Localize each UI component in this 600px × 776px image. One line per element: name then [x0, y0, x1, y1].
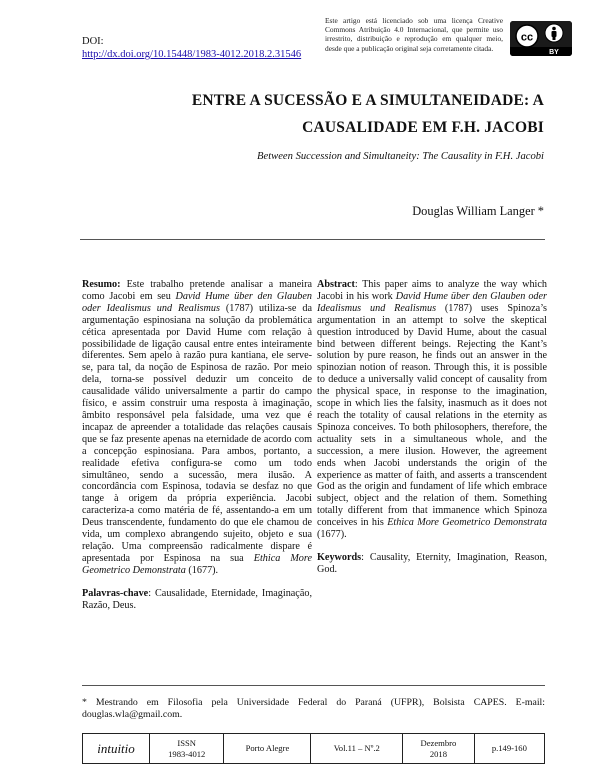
resumo-work-title-1: David Hume über den Glauben oder Idealismus und Realismus: [82, 290, 312, 314]
volume-cell: Vol.11 – Nº.2: [311, 734, 403, 764]
issn-value: 1983-4012: [168, 748, 206, 759]
article-title-line-2: CAUSALIDADE EM F.H. JACOBI: [302, 119, 544, 136]
month-value: Dezembro: [420, 737, 457, 748]
license-notice: Este artigo está licenciado sob uma licença Creative Commons Atribuição 4.0 Internacional, que permite uso irrestrito, distribuição e reprodução em qualquer meio, desde que a publicação original seja corretamente citada.: [325, 16, 503, 53]
issn-label: ISSN: [177, 737, 197, 748]
journal-brand: intuitio: [83, 734, 150, 764]
doi-link[interactable]: http://dx.doi.org/10.15448/1983-4012.2018.2.31546: [82, 49, 302, 60]
resumo-column: [82, 279, 312, 611]
by-label: BY: [549, 49, 559, 56]
cc-by-badge[interactable]: [510, 21, 572, 56]
abstract-label: Abstract: [317, 279, 355, 290]
doi-label: DOI:: [82, 36, 104, 47]
resumo-label: Resumo:: [82, 279, 121, 290]
footnote-divider: [82, 685, 545, 686]
author-name: Douglas William Langer *: [412, 204, 544, 218]
abstract-column: [317, 279, 547, 576]
resumo-work-title-2: Ethica More Geometrico Demonstrata: [82, 552, 313, 576]
abstract-text-3: (1677).: [317, 529, 347, 541]
header-divider: [80, 239, 545, 240]
abstract-text-2: (1787) uses Spinoza’s argumentation in an attempt to solve the skeptical question introduced by David Hume, about the casual bind between different beings. Rejecting the Kant’s solution by pure reason, he finds out an answer in the spinozian notion of reason. Through this, it is possible to deduce a universally valid concept of causality from the physical space, in response to the imagination, scope in which lies the falsity, inasmuch as it does not reach the totality of causal relations in the eternity as Spinoza conceives. To both philosophers, therefore, the actuality sets in a simultaneous whole, and the succession, a mere ilusion. However, the agreement ends when Jacobi understands the origin of the experience as matter of faith, and asserts a transcendent God as the origin and fundament of life which embrace subject, object and the relation of them. Something totally different from that immanence which Spinoza conceives in his: [317, 302, 547, 529]
palavras-chave-label: Palavras-chave: [82, 587, 149, 599]
issn-cell: [150, 734, 224, 764]
cc-logo-icon: [516, 25, 538, 47]
keywords: [317, 552, 547, 576]
abstract-paragraph: [317, 279, 547, 541]
year-value: 2018: [429, 748, 447, 759]
date-cell: [403, 734, 475, 764]
author-footnote: * Mestrando em Filosofia pela Universidade Federal do Paraná (UFPR), Bolsista CAPES. E-mail: douglas.wla@gmail.com.: [82, 697, 545, 720]
keywords-label: Keywords: [317, 551, 362, 563]
abstract-text-1: : This paper aims to analyze the way which Jacobi in his work: [317, 279, 547, 302]
resumo-text-1: Este trabalho pretende analisar a maneira como Jacobi em seu: [82, 279, 312, 302]
abstract-work-title-1: David Hume über den Glauben oder Idealismus und Realismus: [317, 290, 547, 314]
cc-badge-graphic: [510, 21, 572, 56]
cc-text: cc: [520, 31, 534, 44]
palavras-chave: [82, 588, 312, 612]
keywords-list: : Causality, Eternity, Imagination, Reason, God.: [317, 551, 547, 575]
article-title-line-1: ENTRE A SUCESSÃO E A SIMULTANEIDADE: A: [191, 92, 544, 109]
abstract-work-title-2: Ethica More Geometrico Demonstrata: [387, 517, 547, 529]
pages-cell: p.149-160: [474, 734, 544, 764]
journal-info-table: [82, 733, 545, 764]
palavras-chave-list: : Causalidade, Eternidade, Imaginação, Razão, Deus.: [82, 587, 312, 611]
resumo-text-3: (1677).: [185, 564, 219, 576]
resumo-paragraph: [82, 279, 312, 577]
attribution-person-icon: [545, 24, 563, 42]
article-subtitle: Between Succession and Simultaneity: The Causality in F.H. Jacobi: [257, 151, 544, 162]
resumo-text-2: (1787) utiliza-se da argumentação espinosiana na solução da problemática cética apresentada por David Hume com relação à possibilidade de ligação causal entre entes inteiramente diferentes. Sem apelo à razão pura kantiana, ele serve-se, para tal, da noção de Espinosa de razão. Por meio dela, torna-se possível deduzir um conceito de causalidade válido universalmente a partir do campo físico, e assim construir uma resposta à imaginação, âmbito responsável pela falsidade, uma vez que é incapaz de apreender a totalidade das relações causais que se faz presente apenas na eternidade de acordo com a concepção espinosiana. Para ambos, portanto, a realidade efetiva configura-se como um todo simultâneo, sendo a sucessão, mera ilusão. A concordância com Espinosa, todavia se desfaz no que tange à origem da própria experiência. Jacobi caracteriza-a como matéria de fé, assentando-a em um Deus transcendente, fundamento do que ele chamou de vida, um complexo abrangendo sujeito, objeto e sua relação. Uma compreensão radicalmente dispare é apresentada por Espinosa na sua: [82, 302, 312, 564]
city-cell: Porto Alegre: [224, 734, 311, 764]
